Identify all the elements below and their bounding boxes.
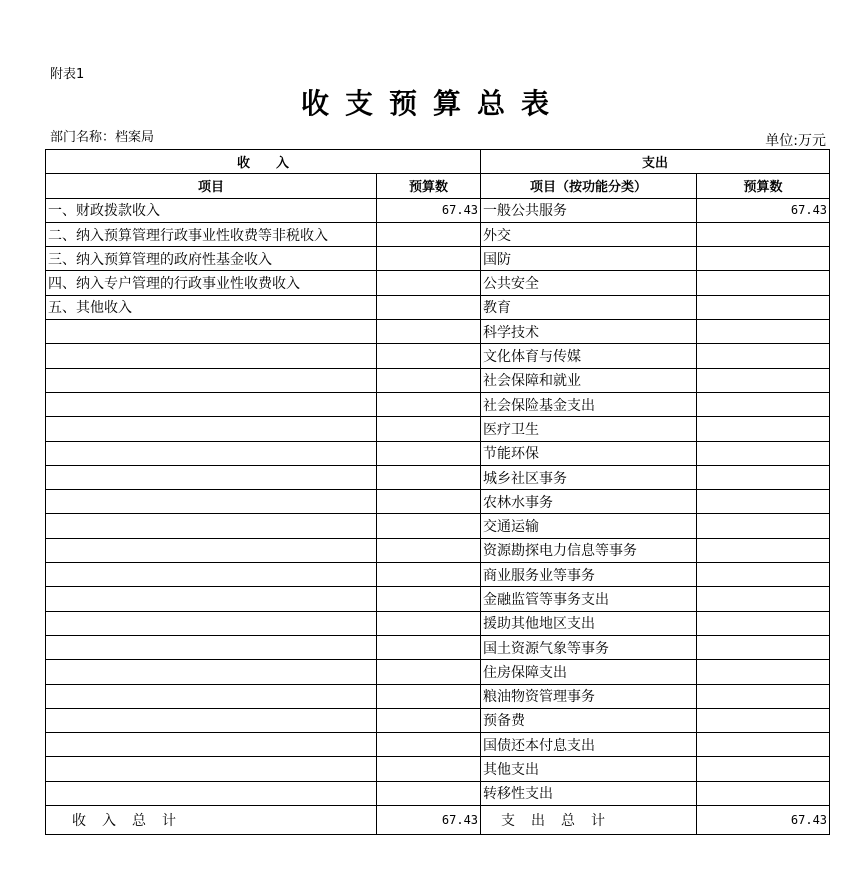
expense-value bbox=[697, 708, 830, 732]
expense-item: 医疗卫生 bbox=[481, 417, 697, 441]
income-item bbox=[46, 684, 377, 708]
income-item bbox=[46, 563, 377, 587]
total-row bbox=[46, 806, 830, 835]
expense-value bbox=[697, 757, 830, 781]
income-value bbox=[377, 465, 481, 489]
expense-item: 国债还本付息支出 bbox=[481, 733, 697, 757]
income-value bbox=[377, 441, 481, 465]
expense-value bbox=[697, 684, 830, 708]
income-value bbox=[377, 417, 481, 441]
income-item bbox=[46, 538, 377, 562]
expense-item: 国防 bbox=[481, 247, 697, 271]
income-value bbox=[377, 538, 481, 562]
table-row bbox=[46, 417, 830, 441]
expense-value bbox=[697, 271, 830, 295]
expense-value bbox=[697, 368, 830, 392]
table-row bbox=[46, 660, 830, 684]
income-item bbox=[46, 733, 377, 757]
income-value bbox=[377, 368, 481, 392]
expense-value bbox=[697, 392, 830, 416]
table-row bbox=[46, 611, 830, 635]
table-row bbox=[46, 344, 830, 368]
table-row bbox=[46, 222, 830, 246]
income-header: 收 入 bbox=[46, 150, 481, 174]
income-item: 一、财政拨款收入 bbox=[46, 198, 377, 222]
income-item bbox=[46, 392, 377, 416]
table-row bbox=[46, 757, 830, 781]
expense-value: 67.43 bbox=[697, 198, 830, 222]
expense-value bbox=[697, 514, 830, 538]
income-value bbox=[377, 392, 481, 416]
table-row bbox=[46, 635, 830, 659]
expense-value bbox=[697, 587, 830, 611]
income-item bbox=[46, 441, 377, 465]
expense-value bbox=[697, 563, 830, 587]
income-value bbox=[377, 295, 481, 319]
expense-item: 社会保险基金支出 bbox=[481, 392, 697, 416]
income-item: 二、纳入预算管理行政事业性收费等非税收入 bbox=[46, 222, 377, 246]
budget-table bbox=[45, 149, 830, 835]
table-row bbox=[46, 733, 830, 757]
table-row bbox=[46, 781, 830, 805]
income-item bbox=[46, 490, 377, 514]
expense-item: 资源勘探电力信息等事务 bbox=[481, 538, 697, 562]
expense-budget-header: 预算数 bbox=[697, 174, 830, 198]
expense-value bbox=[697, 417, 830, 441]
expense-value bbox=[697, 635, 830, 659]
table-row bbox=[46, 320, 830, 344]
expense-value bbox=[697, 611, 830, 635]
income-item bbox=[46, 587, 377, 611]
expense-item: 城乡社区事务 bbox=[481, 465, 697, 489]
income-value bbox=[377, 514, 481, 538]
expense-item-header: 项目（按功能分类） bbox=[481, 174, 697, 198]
income-item: 三、纳入预算管理的政府性基金收入 bbox=[46, 247, 377, 271]
income-item-header: 项目 bbox=[46, 174, 377, 198]
expense-value bbox=[697, 222, 830, 246]
expense-item: 转移性支出 bbox=[481, 781, 697, 805]
expense-value bbox=[697, 781, 830, 805]
table-row bbox=[46, 271, 830, 295]
expense-item: 文化体育与传媒 bbox=[481, 344, 697, 368]
expense-value bbox=[697, 247, 830, 271]
income-item bbox=[46, 635, 377, 659]
expense-item: 公共安全 bbox=[481, 271, 697, 295]
expense-value bbox=[697, 490, 830, 514]
expense-item: 社会保障和就业 bbox=[481, 368, 697, 392]
table-row bbox=[46, 490, 830, 514]
expense-item: 其他支出 bbox=[481, 757, 697, 781]
expense-value bbox=[697, 465, 830, 489]
table-row bbox=[46, 392, 830, 416]
income-item: 四、纳入专户管理的行政事业性收费收入 bbox=[46, 271, 377, 295]
income-item bbox=[46, 320, 377, 344]
expense-value bbox=[697, 295, 830, 319]
expense-item: 教育 bbox=[481, 295, 697, 319]
income-value bbox=[377, 757, 481, 781]
table-row bbox=[46, 295, 830, 319]
income-value: 67.43 bbox=[377, 198, 481, 222]
table-row bbox=[46, 465, 830, 489]
income-value bbox=[377, 271, 481, 295]
expense-item: 粮油物资管理事务 bbox=[481, 684, 697, 708]
income-value bbox=[377, 611, 481, 635]
income-item bbox=[46, 368, 377, 392]
income-total-value: 67.43 bbox=[377, 806, 481, 835]
expense-item: 商业服务业等事务 bbox=[481, 563, 697, 587]
expense-item: 金融监管等事务支出 bbox=[481, 587, 697, 611]
income-item bbox=[46, 708, 377, 732]
expense-item: 科学技术 bbox=[481, 320, 697, 344]
expense-value bbox=[697, 538, 830, 562]
expense-item: 住房保障支出 bbox=[481, 660, 697, 684]
income-item bbox=[46, 344, 377, 368]
income-value bbox=[377, 587, 481, 611]
income-value bbox=[377, 490, 481, 514]
income-item bbox=[46, 611, 377, 635]
income-value bbox=[377, 781, 481, 805]
table-row bbox=[46, 247, 830, 271]
table-row bbox=[46, 514, 830, 538]
table-row bbox=[46, 587, 830, 611]
expense-total-value: 67.43 bbox=[697, 806, 830, 835]
expense-total-label: 支出总计 bbox=[481, 806, 697, 835]
expense-item: 交通运输 bbox=[481, 514, 697, 538]
expense-item: 节能环保 bbox=[481, 441, 697, 465]
income-item bbox=[46, 660, 377, 684]
income-value bbox=[377, 660, 481, 684]
income-item: 五、其他收入 bbox=[46, 295, 377, 319]
expense-item: 农林水事务 bbox=[481, 490, 697, 514]
expense-item: 一般公共服务 bbox=[481, 198, 697, 222]
income-item bbox=[46, 781, 377, 805]
expense-value bbox=[697, 733, 830, 757]
income-budget-header: 预算数 bbox=[377, 174, 481, 198]
department-name: 部门名称：档案局 bbox=[50, 130, 155, 145]
income-value bbox=[377, 733, 481, 757]
income-value bbox=[377, 344, 481, 368]
table-row bbox=[46, 684, 830, 708]
income-value bbox=[377, 247, 481, 271]
expense-item: 国土资源气象等事务 bbox=[481, 635, 697, 659]
income-item bbox=[46, 465, 377, 489]
expense-header: 支出 bbox=[481, 150, 830, 174]
expense-value bbox=[697, 320, 830, 344]
expense-value bbox=[697, 441, 830, 465]
page-title: 收支预算总表 bbox=[300, 87, 565, 120]
annex-label: 附表1 bbox=[50, 67, 85, 82]
income-value bbox=[377, 708, 481, 732]
table-row bbox=[46, 538, 830, 562]
expense-item: 预备费 bbox=[481, 708, 697, 732]
income-value bbox=[377, 320, 481, 344]
income-value bbox=[377, 684, 481, 708]
income-item bbox=[46, 417, 377, 441]
income-value bbox=[377, 222, 481, 246]
expense-value bbox=[697, 344, 830, 368]
income-item bbox=[46, 757, 377, 781]
expense-item: 外交 bbox=[481, 222, 697, 246]
income-value bbox=[377, 563, 481, 587]
expense-item: 援助其他地区支出 bbox=[481, 611, 697, 635]
income-item bbox=[46, 514, 377, 538]
unit-label: 单位:万元 bbox=[765, 133, 826, 149]
table-row bbox=[46, 441, 830, 465]
table-row bbox=[46, 563, 830, 587]
table-row bbox=[46, 708, 830, 732]
table-row bbox=[46, 198, 830, 222]
income-total-label: 收入总计 bbox=[46, 806, 377, 835]
income-value bbox=[377, 635, 481, 659]
expense-value bbox=[697, 660, 830, 684]
table-row bbox=[46, 368, 830, 392]
